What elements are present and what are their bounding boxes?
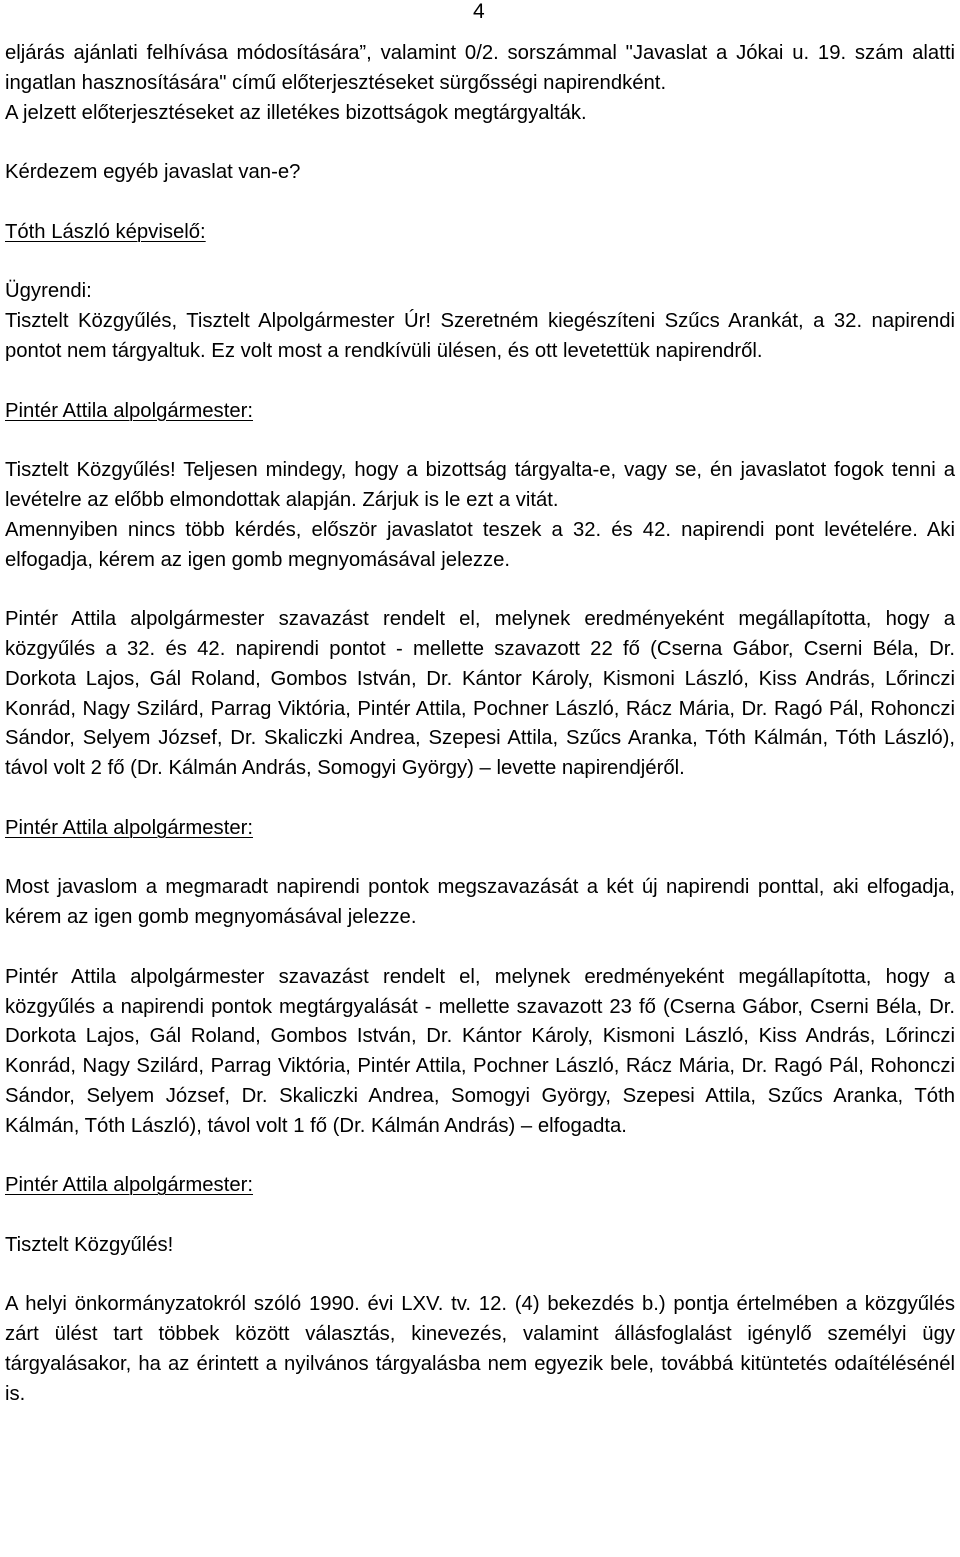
paragraph-toth-remark: Tisztelt Közgyűlés, Tisztelt Alpolgármester Úr! Szeretném kiegészíteni Szűcs Arankát, a 32. napirendi pontot nem tárgyaltuk. Ez volt most a rendkívüli ülésen, és ott levetettük napirendről. <box>5 310 955 362</box>
paragraph-legal-basis: A helyi önkormányzatokról szóló 1990. évi LXV. tv. 12. (4) bekezdés b.) pontja értelmében a közgyűlés zárt ülést tart többek között választás, kinevezés, valamint állásfoglalást igénylő személyi ügy tárgyalásakor, ha az érintett a nyilvános tárgyalásba nem egyezik bele, továbbá kitüntetés odaítélésénél is. <box>5 1293 955 1405</box>
paragraph-vote-result-2: Pintér Attila alpolgármester szavazást rendelt el, melynek eredményeként megállapította, hogy a közgyűlés a napirendi pontok megtárgyalását - mellette szavazott 23 fő (Cserna Gábor, Cserni Béla, Dr. Dorkota Lajos, Gál Roland, Gombos István, Dr. Kántor Károly, Kismoni László, Kiss András, Lőrinczi Konrád, Nagy Szilárd, Parrag Viktória, Pintér Attila, Pochner László, Rácz Mária, Dr. Ragó Pál, Rohonczi Sándor, Selyem József, Dr. Skaliczki Andrea, Somogyi György, Szepesi Attila, Szűcs Aranka, Tóth Kálmán, Tóth László), távol volt 1 fő (Dr. Kálmán András) – elfogadta. <box>5 965 955 1137</box>
paragraph-question: Kérdezem egyéb javaslat van-e? <box>5 161 301 184</box>
paragraph-proposal-removal: Amennyiben nincs több kérdés, először javaslatot teszek a 32. és 42. napirendi pont levételére. Aki elfogadja, kérem az igen gomb megnyomásával jelezze. <box>5 518 955 571</box>
speaker-heading-pinter-1: Pintér Attila alpolgármester: <box>5 399 253 422</box>
procedural-label: Ügyrendi: <box>5 280 92 303</box>
speaker-heading-pinter-3: Pintér Attila alpolgármester: <box>5 1174 253 1197</box>
paragraph-vote-result-1: Pintér Attila alpolgármester szavazást rendelt el, melynek eredményeként megállapította, hogy a közgyűlés a 32. és 42. napirendi pontot - mellette szavazott 22 fő (Cserna Gábor, Cserni Béla, Dr. Dorkota Lajos, Gál Roland, Gombos István, Dr. Kántor Károly, Kismoni László, Kiss András, Lőrinczi Konrád, Nagy Szilárd, Parrag Viktória, Pintér Attila, Pochner László, Rácz Mária, Dr. Ragó Pál, Rohonczi Sándor, Selyem József, Dr. Skaliczki Andrea, Szepesi Attila, Szűcs Aranka, Tóth Kálmán, Tóth László), távol volt 2 fő (Dr. Kálmán András, Somogyi György) – levette napirendjéről. <box>5 608 955 780</box>
speaker-heading-toth: Tóth László képviselő: <box>5 220 206 243</box>
paragraph-intro-continued: eljárás ajánlati felhívása módosítására”, valamint 0/2. sorszámmal "Javaslat a Jókai u. 19. szám alatti ingatlan hasznosítására" című előterjesztéseket sürgősségi napirendként. <box>5 42 955 94</box>
paragraph-proposal-agenda: Most javaslom a megmaradt napirendi pontok megszavazását a két új napirendi ponttal, aki elfogadja, kérem az igen gomb megnyomásával jelezze. <box>5 876 955 929</box>
speaker-heading-pinter-2: Pintér Attila alpolgármester: <box>5 816 253 839</box>
page-number: 4 <box>473 0 485 23</box>
paragraph-pinter-reply: Tisztelt Közgyűlés! Teljesen mindegy, hogy a bizottság tárgyalta-e, vagy se, én javaslatot fogok tenni a levételre az előbb elmondottak alapján. Zárjuk is le ezt a vitát. <box>5 459 955 511</box>
paragraph-greeting: Tisztelt Közgyűlés! <box>5 1233 174 1256</box>
document-body <box>5 39 955 1410</box>
paragraph-committees: A jelzett előterjesztéseket az illetékes bizottságok megtárgyalták. <box>5 101 587 124</box>
